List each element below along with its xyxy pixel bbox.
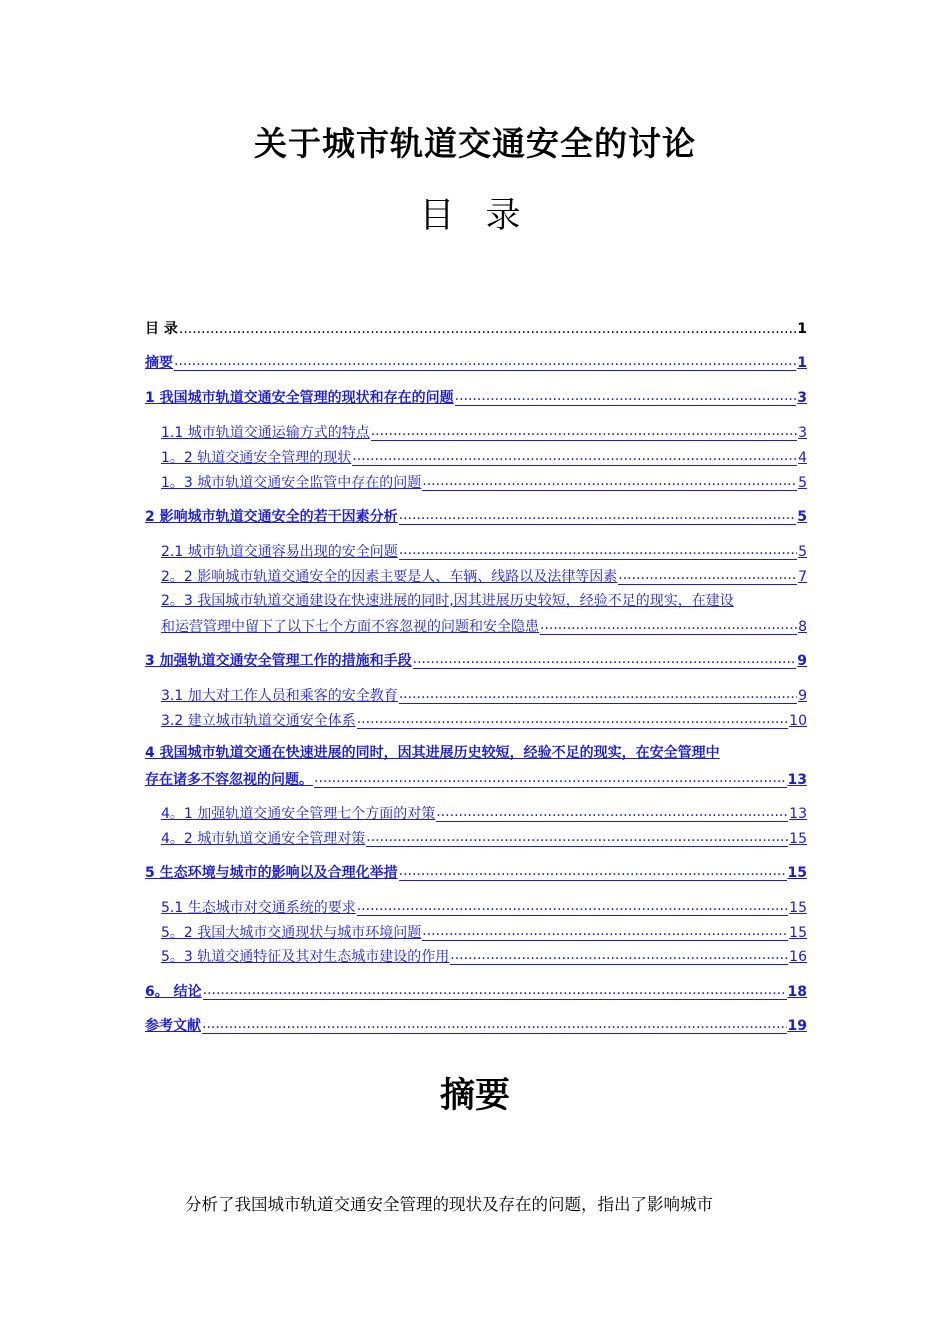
toc-page-number: 15	[789, 925, 807, 941]
toc-entry-link[interactable]	[145, 504, 807, 530]
toc-entry-label: 参考文献	[145, 1018, 201, 1034]
toc-leader-dots	[174, 350, 796, 371]
toc-page-number: 5	[797, 509, 807, 525]
toc-entry-label: 3.2 建立城市轨道交通安全体系	[161, 713, 356, 729]
toc-subentry-link[interactable]	[161, 920, 807, 946]
toc-entry-label: 3 加强轨道交通安全管理工作的措施和手段	[145, 653, 412, 669]
toc-page-number: 15	[789, 831, 807, 847]
toc-entry-label-line2: 存在诸多不容忽视的问题。	[145, 772, 313, 788]
toc-page-number: 4	[798, 450, 807, 466]
toc-subentry-link[interactable]	[161, 564, 807, 590]
toc-leader-dots	[399, 860, 787, 881]
toc-page-number: 16	[789, 949, 807, 965]
toc-page-number: 10	[789, 713, 807, 729]
toc-page-number: 5	[798, 544, 807, 560]
toc-leader-dots	[371, 420, 797, 441]
toc-heading: 目 录	[419, 196, 531, 236]
toc-entry-label: 5。2 我国大城市交通现状与城市环境问题	[161, 925, 422, 941]
toc-entry-label: 摘要	[145, 355, 173, 371]
toc-leader-dots	[366, 826, 788, 847]
toc-page-number: 5	[798, 475, 807, 491]
toc-page-number: 19	[787, 1018, 807, 1034]
toc-subentry-link[interactable]	[161, 445, 807, 471]
toc-leader-dots	[357, 708, 788, 729]
toc-page-number: 1	[797, 321, 807, 337]
toc-entry-label: 4。1 加强轨道交通安全管理七个方面的对策	[161, 806, 436, 822]
toc-subentry-link[interactable]	[161, 801, 807, 827]
toc-entry-label-line1: 4 我国城市轨道交通在快速进展的同时，因其进展历史较短，经验不足的现实，在安全管理中	[145, 745, 720, 761]
toc-page-number: 15	[787, 865, 807, 881]
document-title: 关于城市轨道交通安全的讨论	[254, 124, 696, 163]
toc-entry-label: 2 影响城市轨道交通安全的若干因素分析	[145, 509, 398, 525]
toc-entry[interactable]	[145, 317, 807, 342]
toc-entry-label: 1.1 城市轨道交通运输方式的特点	[161, 425, 370, 441]
toc-entry-label: 5.1 生态城市对交通系统的要求	[161, 900, 356, 916]
toc-leader-dots	[357, 895, 788, 916]
toc-entry-label: 2.1 城市轨道交通容易出现的安全问题	[161, 544, 398, 560]
toc-page-number: 8	[798, 619, 807, 635]
toc-entry-link[interactable]	[145, 648, 807, 674]
toc-subentry-link[interactable]	[161, 708, 807, 734]
abstract-paragraph: 分析了我国城市轨道交通安全管理的现状及存在的问题，指出了影响城市	[185, 1195, 713, 1214]
toc-leader-dots	[399, 539, 797, 560]
toc-entry-label: 5 生态环境与城市的影响以及合理化举措	[145, 865, 398, 881]
toc-entry-link[interactable]	[145, 979, 807, 1005]
toc-page-number: 3	[797, 390, 807, 406]
toc-entry-link[interactable]	[145, 860, 807, 886]
toc-leader-dots	[399, 504, 797, 525]
toc-subentry-link[interactable]	[161, 895, 807, 921]
toc-subentry-link[interactable]	[161, 420, 807, 446]
toc-leader-dots	[203, 979, 787, 1000]
toc-entry-link[interactable]	[145, 741, 807, 766]
toc-page-number: 1	[797, 355, 807, 371]
toc-page-number: 7	[798, 569, 807, 585]
toc-leader-dots	[202, 1013, 787, 1034]
toc-entry-link[interactable]	[145, 1013, 807, 1039]
toc-leader-dots	[413, 648, 797, 669]
toc-entry-link[interactable]	[145, 350, 807, 376]
toc-leader-dots	[179, 317, 796, 342]
toc-leader-dots	[422, 920, 788, 941]
toc-entry-label-line1: 2。3 我国城市轨道交通建设在快速进展的同时,因其进展历史较短，经验不足的现实，在建设	[161, 593, 734, 609]
toc-subentry-link-continued[interactable]	[161, 614, 807, 640]
toc-leader-dots	[314, 767, 787, 788]
toc-page-number: 9	[797, 653, 807, 669]
toc-entry-label: 1。3 城市轨道交通安全监管中存在的问题	[161, 475, 422, 491]
toc-leader-dots	[540, 614, 797, 635]
toc-subentry-link[interactable]	[161, 683, 807, 709]
toc-page-number: 15	[789, 900, 807, 916]
toc-entry-link-continued[interactable]	[145, 767, 807, 793]
toc-subentry-link[interactable]	[161, 539, 807, 565]
toc-leader-dots	[450, 944, 788, 965]
abstract-heading: 摘要	[439, 1076, 510, 1116]
toc-entry-label: 目 录	[145, 321, 178, 337]
toc-entry-label-line2: 和运营管理中留下了以下七个方面不容忽视的问题和安全隐患	[161, 619, 539, 635]
toc-leader-dots	[352, 445, 797, 466]
toc-page-number: 18	[787, 984, 807, 1000]
toc-page-number: 3	[798, 425, 807, 441]
toc-entry-label: 6。 结论	[145, 984, 202, 1000]
toc-leader-dots	[455, 385, 797, 406]
toc-subentry-link[interactable]	[161, 589, 807, 614]
toc-subentry-link[interactable]	[161, 470, 807, 496]
toc-page-number: 13	[787, 772, 807, 788]
toc-leader-dots	[422, 470, 797, 491]
toc-leader-dots	[436, 801, 788, 822]
toc-entry-label: 1。2 轨道交通安全管理的现状	[161, 450, 352, 466]
toc-page-number: 9	[798, 688, 807, 704]
toc-entry-label: 5。3 轨道交通特征及其对生态城市建设的作用	[161, 949, 450, 965]
toc-subentry-link[interactable]	[161, 944, 807, 970]
toc-page-number: 13	[789, 806, 807, 822]
toc-leader-dots	[618, 564, 797, 585]
toc-entry-label: 2。2 影响城市轨道交通安全的因素主要是人、车辆、线路以及法律等因素	[161, 569, 618, 585]
toc-entry-label: 3.1 加大对工作人员和乘客的安全教育	[161, 688, 398, 704]
toc-subentry-link[interactable]	[161, 826, 807, 852]
toc-entry-label: 1 我国城市轨道交通安全管理的现状和存在的问题	[145, 390, 454, 406]
toc-leader-dots	[399, 683, 797, 704]
toc-entry-link[interactable]	[145, 385, 807, 411]
toc-entry-label: 4。2 城市轨道交通安全管理对策	[161, 831, 366, 847]
